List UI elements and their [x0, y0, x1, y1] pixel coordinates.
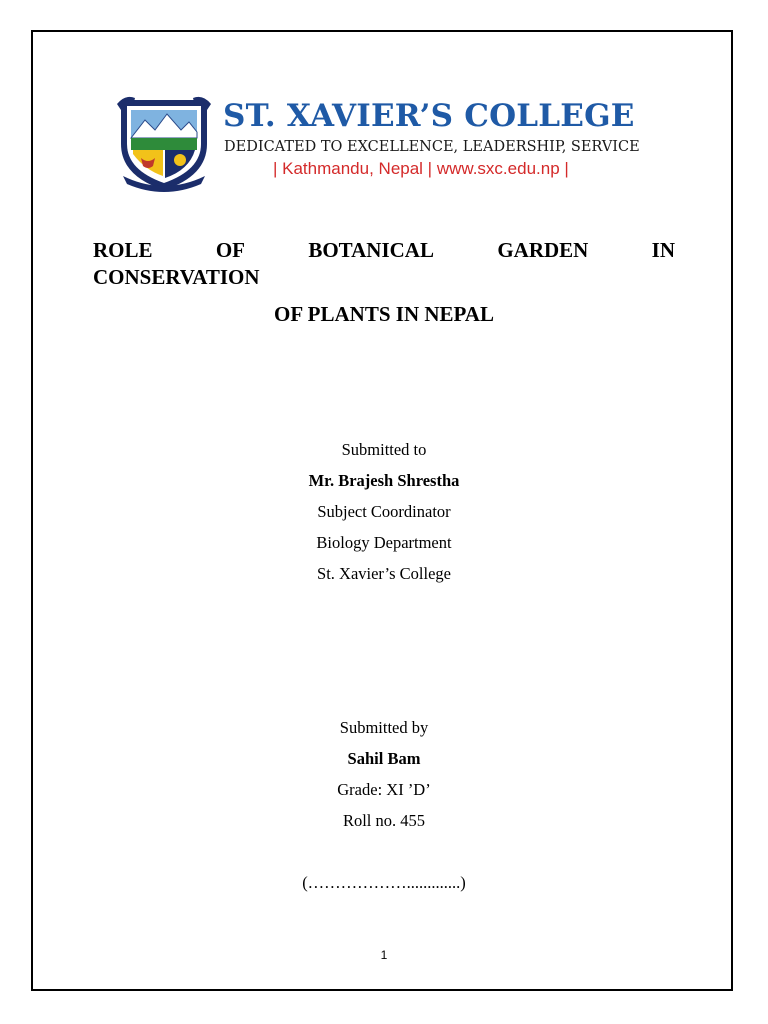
college-logo — [115, 92, 660, 192]
college-address: | Kathmandu, Nepal | www.sxc.edu.np | — [273, 159, 569, 178]
report-title-line-1 — [93, 238, 675, 263]
college-crest-icon — [115, 92, 213, 192]
recipient-name: Mr. Brajesh Shrestha — [308, 471, 460, 490]
signature-line: (……………….............) — [302, 873, 466, 892]
title-word: OF — [215, 238, 246, 262]
student-name: Sahil Bam — [347, 749, 421, 768]
submitted-to-block — [0, 438, 768, 593]
title-word: BOTANICAL — [308, 238, 434, 262]
recipient-role: Subject Coordinator — [317, 502, 451, 521]
college-name: ST. XAVIER’S COLLEGE — [223, 98, 635, 134]
title-word: IN — [651, 238, 675, 262]
submitted-by-label: Submitted by — [339, 718, 429, 737]
college-motto: DEDICATED TO EXCELLENCE, LEADERSHIP, SERVICE — [224, 139, 640, 155]
report-title-line-3: OF PLANTS IN NEPAL — [274, 302, 494, 326]
recipient-institution: St. Xavier’s College — [317, 564, 451, 583]
report-title-line-2: CONSERVATION — [93, 265, 260, 289]
title-word: GARDEN — [497, 238, 589, 262]
student-grade: Grade: XI ’D’ — [337, 780, 431, 799]
submitted-to-label: Submitted to — [341, 440, 427, 459]
student-roll: Roll no. 455 — [342, 811, 426, 830]
title-word: ROLE — [93, 238, 153, 262]
page-number: 1 — [380, 948, 388, 962]
signature-block — [0, 871, 768, 902]
submitted-by-block — [0, 716, 768, 840]
recipient-department: Biology Department — [316, 533, 452, 552]
